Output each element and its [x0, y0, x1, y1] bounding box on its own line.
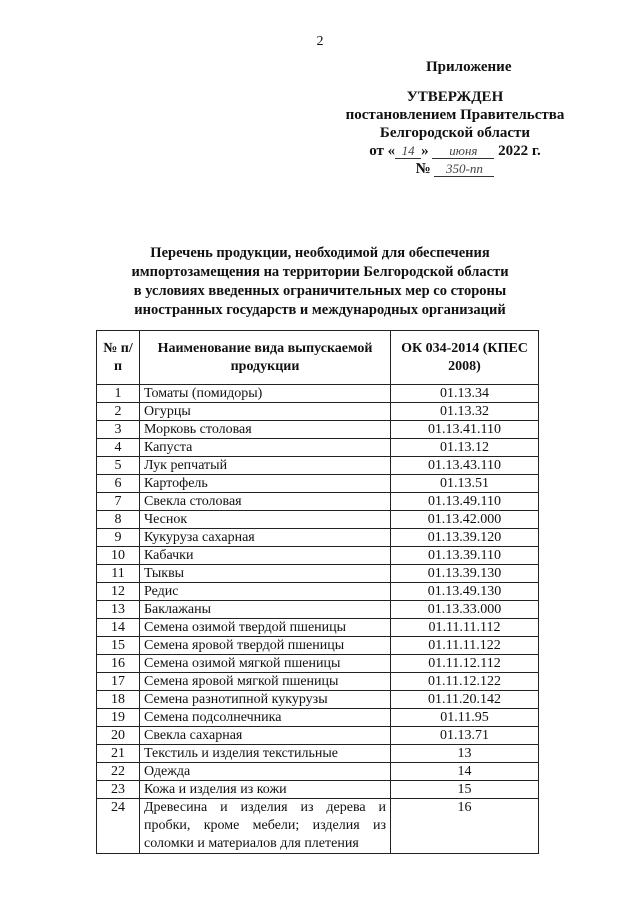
row-number: 19 [97, 709, 140, 727]
table-row [97, 439, 539, 457]
row-number: 17 [97, 673, 140, 691]
product-code: 01.13.39.130 [391, 565, 539, 583]
row-number: 24 [97, 799, 140, 854]
product-name: Тыквы [140, 565, 391, 583]
table-row [97, 691, 539, 709]
product-code: 01.13.33.000 [391, 601, 539, 619]
date-mid: » [421, 143, 429, 159]
product-code: 14 [391, 763, 539, 781]
approval-block [330, 88, 580, 178]
row-number: 22 [97, 763, 140, 781]
header-product-name: Наименование вида выпускаемой продукции [140, 331, 391, 385]
approval-date [330, 142, 580, 160]
product-code: 01.13.41.110 [391, 421, 539, 439]
date-day: 14 [395, 144, 421, 159]
row-number: 14 [97, 619, 140, 637]
row-number: 4 [97, 439, 140, 457]
number-value: 350-пп [434, 162, 494, 177]
row-number: 3 [97, 421, 140, 439]
table-row [97, 457, 539, 475]
date-month: июня [432, 144, 494, 159]
product-name: Семена озимой твердой пшеницы [140, 619, 391, 637]
row-number: 20 [97, 727, 140, 745]
table-row [97, 745, 539, 763]
product-code: 01.13.34 [391, 385, 539, 403]
table-row [97, 619, 539, 637]
row-number: 2 [97, 403, 140, 421]
product-name: Одежда [140, 763, 391, 781]
table-row [97, 421, 539, 439]
product-code: 01.13.43.110 [391, 457, 539, 475]
product-code: 01.13.32 [391, 403, 539, 421]
row-number: 13 [97, 601, 140, 619]
table-row [97, 583, 539, 601]
row-number: 6 [97, 475, 140, 493]
table-row [97, 547, 539, 565]
row-number: 12 [97, 583, 140, 601]
product-name: Картофель [140, 475, 391, 493]
table-row [97, 385, 539, 403]
product-name: Лук репчатый [140, 457, 391, 475]
product-code: 01.13.39.120 [391, 529, 539, 547]
product-name: Семена подсолнечника [140, 709, 391, 727]
approved-heading: УТВЕРЖДЕН [406, 89, 504, 105]
product-name: Редис [140, 583, 391, 601]
product-code: 01.13.51 [391, 475, 539, 493]
product-name: Древесина и изделия из дерева и пробки, кроме мебели; изделия из соломки и материалов для плетения [140, 799, 391, 854]
product-name: Томаты (помидоры) [140, 385, 391, 403]
product-code: 13 [391, 745, 539, 763]
header-number: № п/п [97, 331, 140, 385]
header-okpd-code: ОК 034-2014 (КПЕС 2008) [391, 331, 539, 385]
product-name: Текстиль и изделия текстильные [140, 745, 391, 763]
product-name: Кожа и изделия из кожи [140, 781, 391, 799]
row-number: 21 [97, 745, 140, 763]
product-code: 01.13.12 [391, 439, 539, 457]
table-row [97, 403, 539, 421]
date-prefix: от « [369, 143, 396, 159]
product-name: Капуста [140, 439, 391, 457]
table-header-row [97, 331, 539, 385]
product-name: Семена разнотипной кукурузы [140, 691, 391, 709]
row-number: 5 [97, 457, 140, 475]
title-line-3: в условиях введенных ограничительных мер со стороны [133, 283, 507, 299]
table-row [97, 529, 539, 547]
product-name: Семена озимой мягкой пшеницы [140, 655, 391, 673]
table-row [97, 511, 539, 529]
table-row [97, 655, 539, 673]
table-row [97, 601, 539, 619]
title-line-2: импортозамещения на территории Белгородской области [131, 264, 509, 280]
approval-number [330, 160, 580, 178]
product-name: Свекла столовая [140, 493, 391, 511]
product-code: 01.11.20.142 [391, 691, 539, 709]
product-code: 01.11.11.112 [391, 619, 539, 637]
row-number: 16 [97, 655, 140, 673]
product-code: 01.11.12.112 [391, 655, 539, 673]
title-line-4: иностранных государств и международных организаций [134, 302, 506, 318]
product-name: Свекла сахарная [140, 727, 391, 745]
product-code: 01.13.39.110 [391, 547, 539, 565]
product-name: Кабачки [140, 547, 391, 565]
table-row [97, 781, 539, 799]
product-name: Кукуруза сахарная [140, 529, 391, 547]
document-title [100, 244, 540, 320]
product-code: 01.11.12.122 [391, 673, 539, 691]
products-table [96, 330, 539, 854]
product-code: 01.13.71 [391, 727, 539, 745]
row-number: 9 [97, 529, 140, 547]
title-line-1: Перечень продукции, необходимой для обеспечения [150, 245, 490, 261]
table-row [97, 709, 539, 727]
product-name: Семена яровой мягкой пшеницы [140, 673, 391, 691]
product-code: 01.11.95 [391, 709, 539, 727]
appendix-label: Приложение [426, 59, 512, 75]
product-code: 01.13.49.130 [391, 583, 539, 601]
approval-line-1: постановлением Правительства [345, 107, 565, 123]
table-row [97, 727, 539, 745]
row-number: 8 [97, 511, 140, 529]
product-code: 01.13.49.110 [391, 493, 539, 511]
table-row [97, 565, 539, 583]
date-year: 2022 г. [498, 143, 541, 159]
number-prefix: № [415, 161, 431, 177]
product-name: Баклажаны [140, 601, 391, 619]
page-number: 2 [316, 34, 324, 49]
table-row [97, 799, 539, 854]
row-number: 10 [97, 547, 140, 565]
row-number: 15 [97, 637, 140, 655]
table-row [97, 763, 539, 781]
row-number: 11 [97, 565, 140, 583]
product-code: 16 [391, 799, 539, 854]
row-number: 7 [97, 493, 140, 511]
approval-line-2: Белгородской области [379, 125, 531, 141]
product-code: 15 [391, 781, 539, 799]
row-number: 1 [97, 385, 140, 403]
table-row [97, 475, 539, 493]
product-name: Огурцы [140, 403, 391, 421]
product-name: Чеснок [140, 511, 391, 529]
product-name: Морковь столовая [140, 421, 391, 439]
row-number: 18 [97, 691, 140, 709]
product-name: Семена яровой твердой пшеницы [140, 637, 391, 655]
table-row [97, 637, 539, 655]
product-code: 01.13.42.000 [391, 511, 539, 529]
table-row [97, 673, 539, 691]
row-number: 23 [97, 781, 140, 799]
table-row [97, 493, 539, 511]
product-code: 01.11.11.122 [391, 637, 539, 655]
